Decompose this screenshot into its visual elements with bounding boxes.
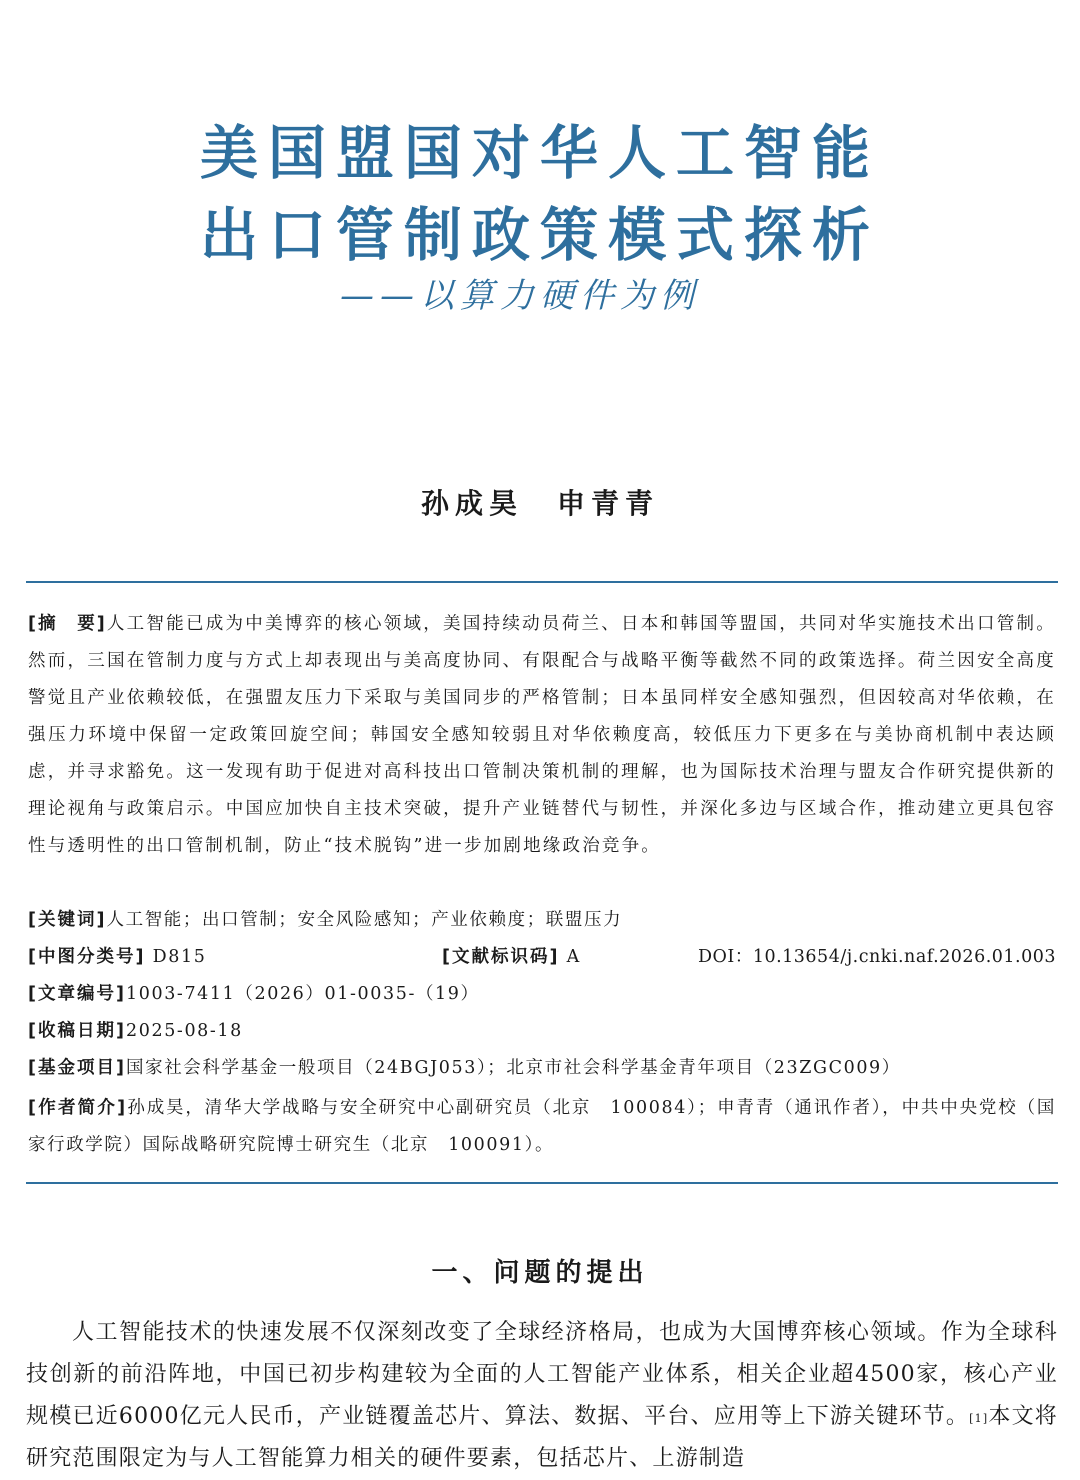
abstract [28, 606, 1056, 865]
classification-row [28, 943, 1056, 968]
doi: DOI：10.13654/j.cnki.naf.2026.01.003 [698, 947, 1056, 967]
author-bio-value: 孙成昊，清华大学战略与安全研究中心副研究员（北京 100084）；申青青（通讯作者），中共中央党校（国家行政学院）国际战略研究院博士研究生（北京 100091）。 [28, 1098, 1056, 1155]
classification-label: [中图分类号] [28, 947, 146, 967]
body-text-part1: 人工智能技术的快速发展不仅深刻改变了全球经济格局，也成为大国博弈核心领域。作为全球科技创新的前沿阵地，中国已初步构建较为全面的人工智能产业体系，相关企业超4500家，核心产业规模已近6000亿元人民币，产业链覆盖芯片、算法、数据、平台、应用等上下游关键环节。 [26, 1320, 1058, 1429]
doc-code-value: A [566, 947, 581, 967]
keywords-label: [关键词] [28, 910, 107, 930]
subtitle: ——以算力硬件为例 [340, 276, 700, 316]
body-paragraph [26, 1312, 1058, 1480]
keywords-text: 人工智能；出口管制；安全风险感知；产业依赖度；联盟压力 [106, 910, 623, 930]
title-line-2: 出口管制政策模式探析 [199, 201, 880, 269]
authors: 孙成昊 申青青 [420, 487, 659, 520]
author-bio-label: [作者简介] [28, 1098, 128, 1118]
section-heading: 一、问题的提出 [431, 1258, 649, 1288]
footnote-ref[interactable]: [1] [969, 1412, 989, 1425]
funding-label: [基金项目] [28, 1058, 126, 1078]
author-bio [28, 1090, 1056, 1164]
article-number [28, 980, 1056, 1005]
classification-value: D815 [152, 947, 207, 967]
received-date-value: 2025-08-18 [126, 1021, 243, 1041]
received-date [28, 1017, 1056, 1042]
article-number-label: [文章编号] [28, 984, 126, 1004]
abstract-text: 人工智能已成为中美博弈的核心领域，美国持续动员荷兰、日本和韩国等盟国，共同对华实施技术出口管制。然而，三国在管制力度与方式上却表现出与美高度协同、有限配合与战略平衡等截然不同的政策选择。荷兰因安全高度警觉且产业依赖较低，在强盟友压力下采取与美国同步的严格管制；日本虽同样安全感知强烈，但因较高对华依赖，在强压力环境中保留一定政策回旋空间；韩国安全感知较弱且对华依赖度高，较低压力下更多在与美协商机制中表达顾虑，并寻求豁免。这一发现有助于促进对高科技出口管制决策机制的理解，也为国际技术治理与盟友合作研究提供新的理论视角与政策启示。中国应加快自主技术突破，提升产业链替代与韧性，并深化多边与区域合作，推动建立更具包容性与透明性的出口管制机制，防止“技术脱钩”进一步加剧地缘政治竞争。 [28, 614, 1056, 856]
received-date-label: [收稿日期] [28, 1021, 126, 1041]
funding [28, 1054, 1056, 1079]
top-divider [26, 581, 1058, 583]
doc-code [442, 943, 581, 968]
keywords [28, 906, 1056, 931]
bottom-divider [26, 1182, 1058, 1184]
article-number-value: 1003-7411（2026）01-0035-（19） [126, 984, 480, 1004]
abstract-label: [摘 要] [28, 614, 107, 634]
title-line-1: 美国盟国对华人工智能 [199, 119, 880, 187]
doc-code-label: [文献标识码] [442, 947, 560, 967]
body-text-part2: 本文将研究范围限定为与人工智能算力相关的硬件要素，包括芯片、上游制造 [26, 1404, 1058, 1471]
funding-value: 国家社会科学基金一般项目（24BGJ053）；北京市社会科学基金青年项目（23ZGC009） [126, 1058, 901, 1078]
